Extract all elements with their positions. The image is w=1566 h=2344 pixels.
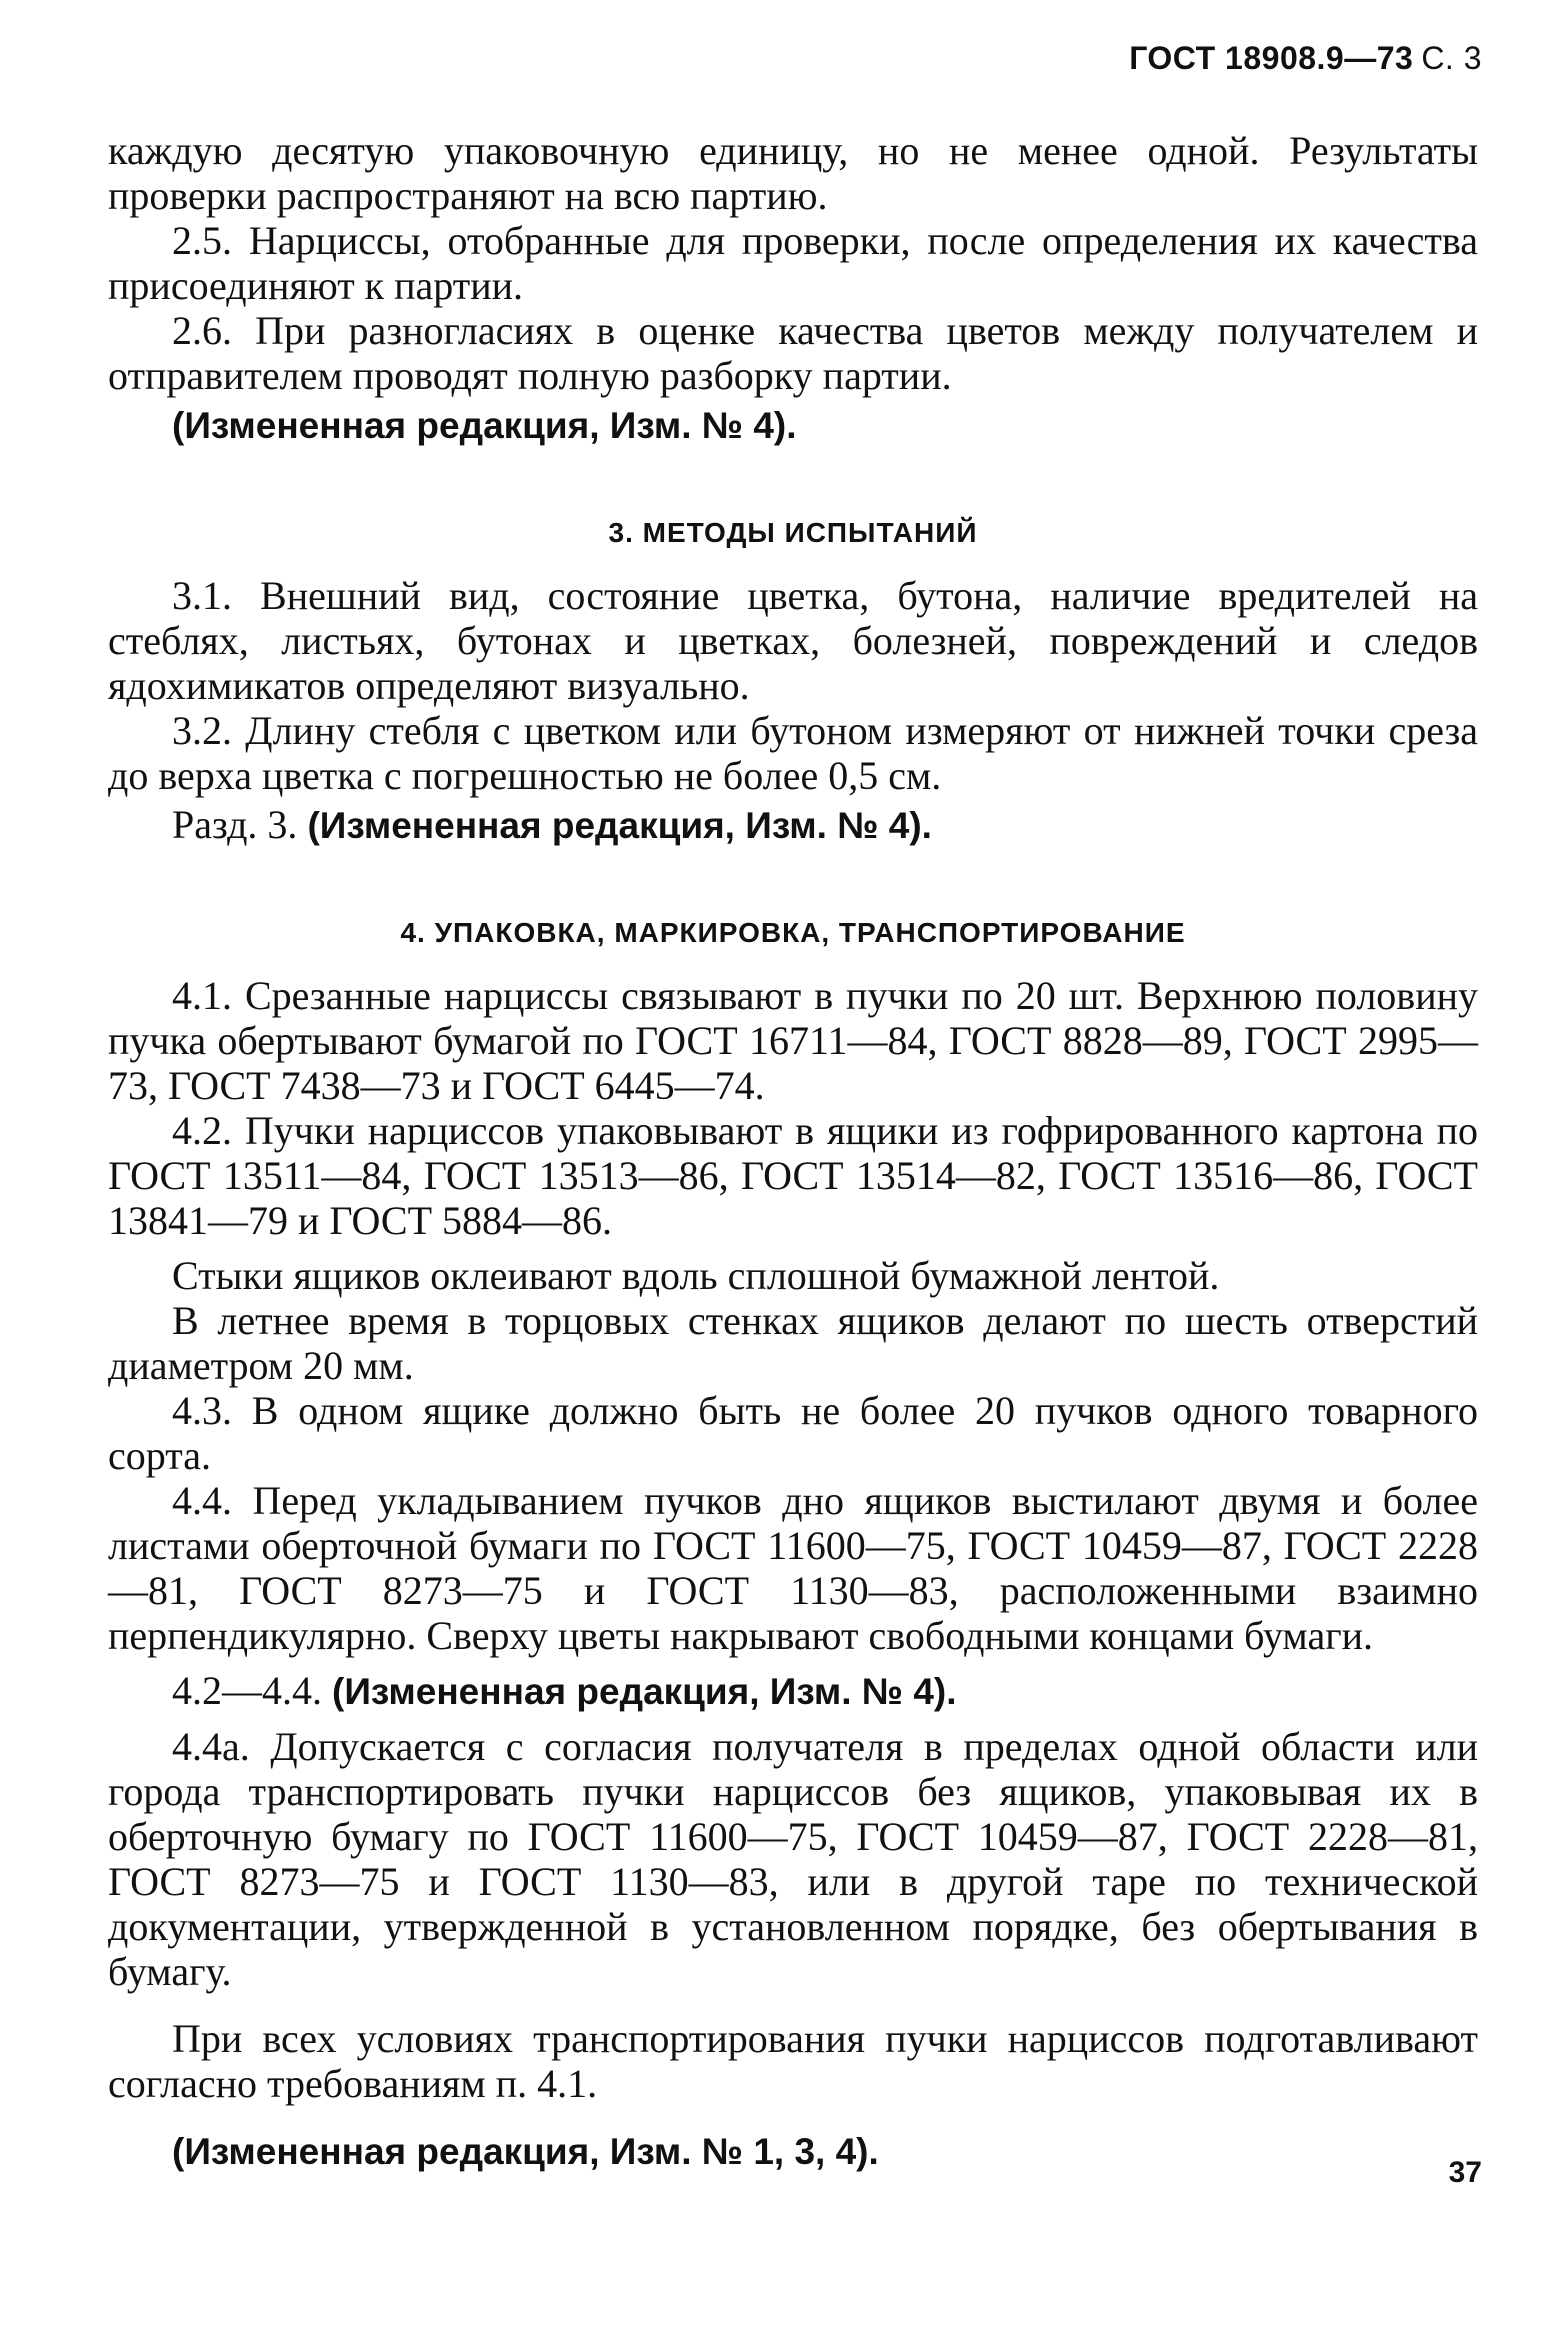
paragraph-4-2-holes: В летнее время в торцовых стенках ящиков делают по шесть отверстий диаметром 20 мм. <box>108 1298 1478 1388</box>
paragraph-2-6: 2.6. При разногласиях в оценке качества цветов между получателем и отправителем проводят полную разборку партии. <box>108 308 1478 398</box>
page-number: 37 <box>1448 2156 1482 2189</box>
section-3-title: 3. МЕТОДЫ ИСПЫТАНИЙ <box>608 517 978 548</box>
paragraph-continued: каждую десятую упаковочную единицу, но не менее одной. Результаты проверки распространяют на всю партию. <box>108 128 1478 218</box>
page-reference: С. 3 <box>1421 40 1482 76</box>
standard-number: ГОСТ 18908.9—73 <box>1129 40 1414 76</box>
document-body <box>108 128 1478 2174</box>
paragraph-3-1: 3.1. Внешний вид, состояние цветка, бутона, наличие вредителей на стеблях, листьях, бутонах и цветках, болезней, повреждений и следов ядохимикатов определяют визуально. <box>108 573 1478 708</box>
paragraph-4-3: 4.3. В одном ящике должно быть не более 20 пучков одного товарного сорта. <box>108 1388 1478 1478</box>
amendment-text: (Измененная редакция, Изм. № 4). <box>332 1671 957 1712</box>
paragraph-4-1: 4.1. Срезанные нарциссы связывают в пучки по 20 шт. Верхнюю половину пучка обертывают бумагой по ГОСТ 16711—84, ГОСТ 8828—89, ГОСТ 2995—73, ГОСТ 7438—73 и ГОСТ 6445—74. <box>108 973 1478 1108</box>
paragraph-4-4: 4.4. Перед укладыванием пучков дно ящиков выстилают двумя и более листами оберточной бумаги по ГОСТ 11600—75, ГОСТ 10459—87, ГОСТ 2228—81, ГОСТ 8273—75 и ГОСТ 1130—83, расположенными взаимно перпендикулярно. Сверху цветы накрывают свободными концами бумаги. <box>108 1478 1478 1658</box>
section-4-title: 4. УПАКОВКА, МАРКИРОВКА, ТРАНСПОРТИРОВАНИЕ <box>400 917 1186 948</box>
paragraph-2-5: 2.5. Нарциссы, отобранные для проверки, после определения их качества присоединяют к партии. <box>108 218 1478 308</box>
paragraph-3-2: 3.2. Длину стебля с цветком или бутоном измеряют от нижней точки среза до верха цветка с погрешностью не более 0,5 см. <box>108 708 1478 798</box>
amendment-prefix: 4.2—4.4. <box>172 1668 322 1713</box>
amendment-text: (Измененная редакция, Изм. № 1, 3, 4). <box>172 2131 879 2172</box>
amendment-note-2 <box>108 802 1478 848</box>
amendment-note-3 <box>108 1668 1478 1714</box>
paragraph-4-4a: 4.4а. Допускается с согласия получателя в пределах одной области или города транспортировать пучки нарциссов без ящиков, упаковывая их в оберточную бумагу по ГОСТ 11600—75, ГОСТ 10459—87, ГОСТ 2228—81, ГОСТ 8273—75 и ГОСТ 1130—83, или в другой таре по технической документации, утвержденной в установленном порядке, без обертывания в бумагу. <box>108 1724 1478 1994</box>
amendment-text: (Измененная редакция, Изм. № 4). <box>307 805 932 846</box>
page-header <box>1129 40 1482 77</box>
amendment-prefix: Разд. 3. <box>172 802 298 847</box>
paragraph-4-2: 4.2. Пучки нарциссов упаковывают в ящики из гофрированного картона по ГОСТ 13511—84, ГОСТ 13513—86, ГОСТ 13514—82, ГОСТ 13516—86, ГОСТ 13841—79 и ГОСТ 5884—86. <box>108 1108 1478 1243</box>
paragraph-4-2-joints: Стыки ящиков оклеивают вдоль сплошной бумажной лентой. <box>172 1253 1220 1298</box>
amendment-note-1 <box>108 402 1478 448</box>
amendment-note-4 <box>108 2128 1478 2174</box>
amendment-text: (Измененная редакция, Изм. № 4). <box>172 405 797 446</box>
paragraph-4-4a-conditions: При всех условиях транспортирования пучки нарциссов подготавливают согласно требованиям п. 4.1. <box>108 2016 1478 2106</box>
